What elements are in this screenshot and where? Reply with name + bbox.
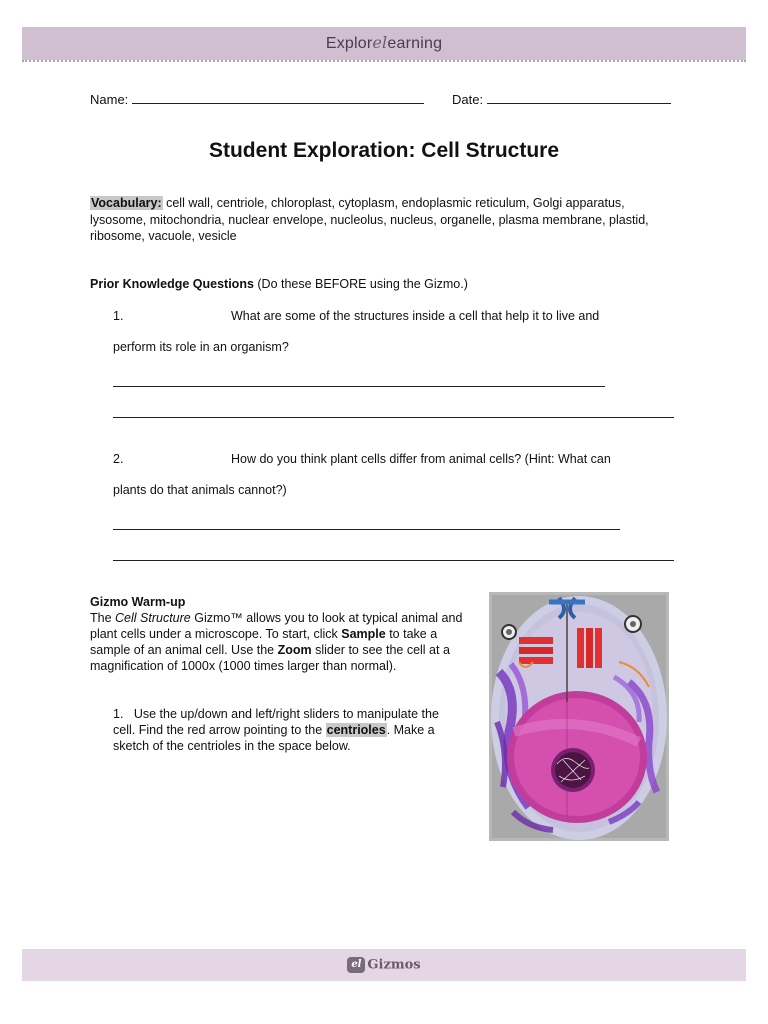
vocabulary-terms: cell wall, centriole, chloroplast, cytoplasm, endoplasmic reticulum, Golgi apparatus, lysosome, mitochondria, nuclear envelope, nucleolus, nucleus, organelle, plasma membrane, plastid, ribosome, vacuole, vesicle <box>90 196 649 243</box>
question-2-answer-line-2[interactable] <box>113 560 674 561</box>
question-1-number: 1. <box>113 309 124 323</box>
name-blank[interactable] <box>132 91 424 104</box>
warmup-text-c: to take a sample of an animal cell. Use the <box>90 627 438 657</box>
warmup-text-a: The <box>90 611 116 625</box>
date-label: Date: <box>452 92 484 107</box>
explorelearning-mark-icon: el <box>347 957 365 973</box>
question-1-continuation: perform its role in an organism? <box>113 340 289 354</box>
question-2-continuation: plants do that animals cannot?) <box>113 483 287 497</box>
brand-suffix: earning <box>387 35 443 52</box>
header-dotted-divider <box>22 60 746 62</box>
animal-cell-image <box>489 592 669 841</box>
warmup-text-b: Gizmo™ allows you to look at typical animal and plant cells under a microscope. To start, click <box>90 611 463 641</box>
centrioles-term: centrioles <box>326 723 386 737</box>
warmup-item-text-b: . Make a sketch of the centrioles in the space below. <box>113 723 435 753</box>
warmup-item-number: 1. <box>113 707 124 721</box>
warmup-gizmo-name: Cell Structure <box>115 611 191 625</box>
question-2-text: How do you think plant cells differ from animal cells? (Hint: What can <box>231 452 611 466</box>
name-label: Name: <box>90 92 129 107</box>
gizmos-logo <box>22 957 746 973</box>
brand-prefix: Explor <box>325 35 373 52</box>
warmup-sample-term: Sample <box>341 627 386 641</box>
page-title: Student Exploration: Cell Structure <box>208 139 560 162</box>
prior-knowledge-heading <box>90 277 468 291</box>
date-field[interactable] <box>452 91 671 107</box>
brand-mark: el <box>372 33 388 52</box>
question-2-answer-line-1[interactable] <box>113 529 620 530</box>
question-1-answer-line-2[interactable] <box>113 417 674 418</box>
prior-knowledge-title: Prior Knowledge Questions <box>90 277 254 291</box>
header-band <box>22 27 746 60</box>
warmup-item-text-a: Use the up/down and left/right sliders to manipulate the cell. Find the red arrow pointing to the <box>113 707 439 737</box>
vocabulary-section <box>90 195 680 245</box>
date-blank[interactable] <box>487 91 671 104</box>
warmup-text-d: slider to see the cell at a magnification of 1000x (1000 times larger than normal). <box>90 643 450 673</box>
gizmo-warmup-section <box>90 594 470 674</box>
footer-band <box>22 949 746 981</box>
warmup-zoom-term: Zoom <box>277 643 312 657</box>
prior-knowledge-note: (Do these BEFORE using the Gizmo.) <box>253 277 468 291</box>
name-field[interactable] <box>90 91 424 107</box>
warmup-paragraph <box>90 610 470 674</box>
question-2-number: 2. <box>113 452 124 466</box>
gizmos-brand: Gizmos <box>367 957 421 973</box>
explorelearning-logo <box>22 33 746 53</box>
warmup-item-1 <box>113 706 463 754</box>
vocabulary-label: Vocabulary: <box>91 196 162 210</box>
question-1-answer-line-1[interactable] <box>113 386 605 387</box>
question-1-text: What are some of the structures inside a cell that help it to live and <box>231 309 600 323</box>
warmup-heading: Gizmo Warm-up <box>90 595 186 609</box>
